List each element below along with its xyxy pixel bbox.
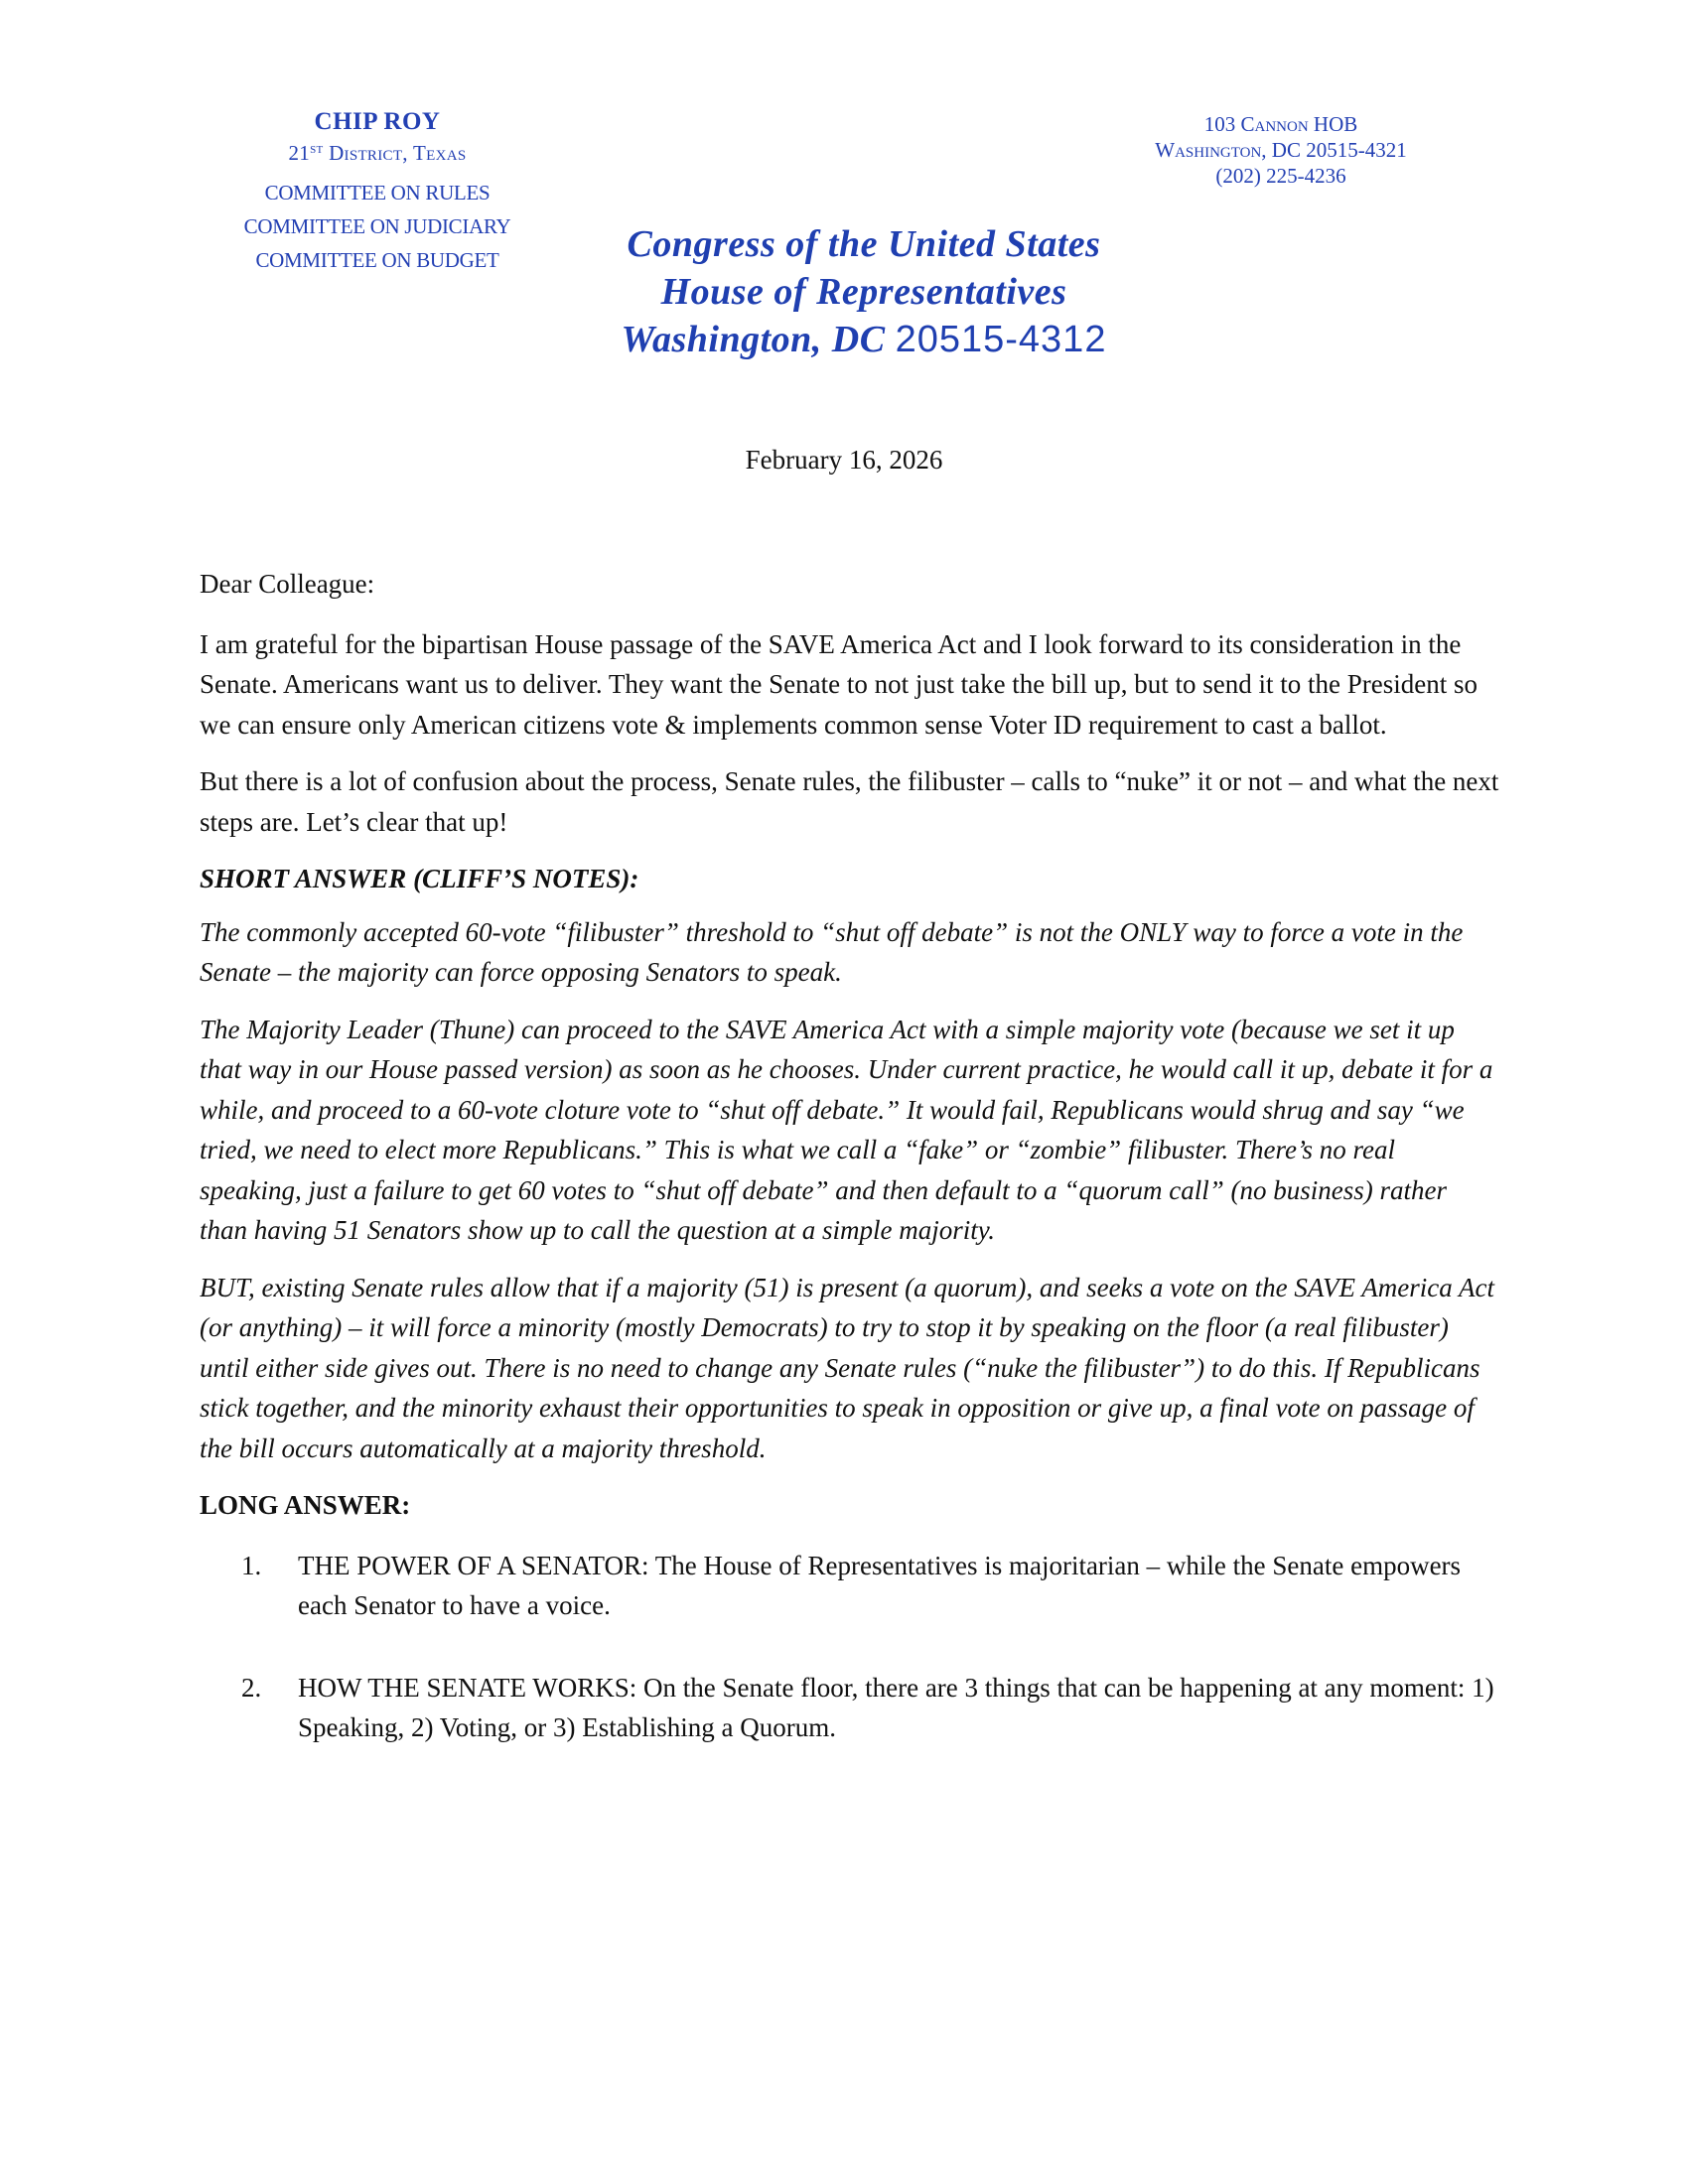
office-address: 103 Cannon HOB [1203, 112, 1358, 136]
list-item-text: HOW THE SENATE WORKS: On the Senate floor, there are 3 things that can be happening at any moment: 1) Speaking, 2) Voting, or 3) Establishing a Quorum. [298, 1672, 1494, 1742]
committee-list [199, 176, 556, 277]
long-answer-heading: LONG ANSWER: [200, 1490, 411, 1520]
district-suffix: ST [310, 144, 324, 156]
letter-date: February 16, 2026 [745, 445, 943, 475]
house-address-city: Washington, DC [621, 319, 896, 360]
list-item-text: THE POWER OF A SENATOR: The House of Representatives is majoritarian – while the Senate empowers each Senator to have a voice. [298, 1550, 1462, 1620]
congress-seal-text [586, 220, 1142, 363]
short-answer-paragraph: The Majority Leader (Thune) can proceed to the SAVE America Act with a simple majority vote (because we set it up that way in our House passed version) as soon as he chooses. Under current practice, he would call it up, debate it for a while, and proceed to a 60-vote cloture vote to “shut off debate.” It would fail, Republicans would shrug and say “we tried, we need to elect more Republicans.” This is what we call a “fake” or “zombie” filibuster. There’s no real speaking, just a failure to get 60 votes to “shut off debate” and then default to a “quorum call” (no business) rather than having 51 Senators show up to call the question at a simple majority. [200, 1014, 1493, 1245]
list-item [200, 1546, 1500, 1626]
list-item [200, 1668, 1500, 1748]
letterhead-office-block [1122, 111, 1440, 189]
letterhead-member-block [199, 107, 556, 277]
committee-item: COMMITTEE ON JUDICIARY [243, 214, 511, 238]
intro-paragraph: But there is a lot of confusion about the process, Senate rules, the filibuster – calls to “nuke” it or not – and what the next steps are. Let’s clear that up! [200, 766, 1499, 837]
short-answer-heading: SHORT ANSWER (CLIFF’S NOTES): [200, 864, 639, 893]
committee-item: COMMITTEE ON BUDGET [255, 248, 499, 272]
list-item-number: 1. [241, 1550, 262, 1580]
district-number: 21 [288, 141, 311, 165]
member-name: CHIP ROY [314, 108, 441, 135]
office-city: Washington, DC 20515-4321 [1155, 138, 1407, 162]
congress-title: Congress of the United States [627, 223, 1101, 265]
member-district [199, 137, 556, 166]
short-answer-paragraph: BUT, existing Senate rules allow that if a majority (51) is present (a quorum), and seeks a vote on the SAVE America Act (or anything) – it will force a minority (mostly Democrats) to try to stop it by speaking on the floor (a real filibuster) until either side gives out. There is no need to change any Senate rules (“nuke the filibuster”) to do this. If Republicans stick together, and the minority exhaust their opportunities to speak in opposition or give up, a final vote on passage of the bill occurs automatically at a majority threshold. [200, 1272, 1494, 1463]
committee-item: COMMITTEE ON RULES [264, 181, 491, 205]
letter-body [200, 564, 1500, 1790]
district-text: District, Texas [323, 141, 467, 165]
house-address [586, 316, 1142, 363]
house-title: House of Representatives [660, 271, 1067, 313]
long-answer-list [200, 1546, 1500, 1748]
office-phone: (202) 225-4236 [1215, 164, 1346, 188]
house-address-zip: 20515-4312 [895, 319, 1107, 360]
short-answer-paragraph: The commonly accepted 60-vote “filibuster” threshold to “shut off debate” is not the ONLY way to force a vote in the Senate – the majority can force opposing Senators to speak. [200, 916, 1464, 987]
salutation: Dear Colleague: [200, 569, 375, 599]
list-item-number: 2. [241, 1672, 262, 1703]
intro-paragraph: I am grateful for the bipartisan House passage of the SAVE America Act and I look forward to its consideration in the Senate. Americans want us to deliver. They want the Senate to not just take the bill up, but to send it to the President so we can ensure only American citizens vote & implements common sense Voter ID requirement to cast a ballot. [200, 628, 1478, 740]
